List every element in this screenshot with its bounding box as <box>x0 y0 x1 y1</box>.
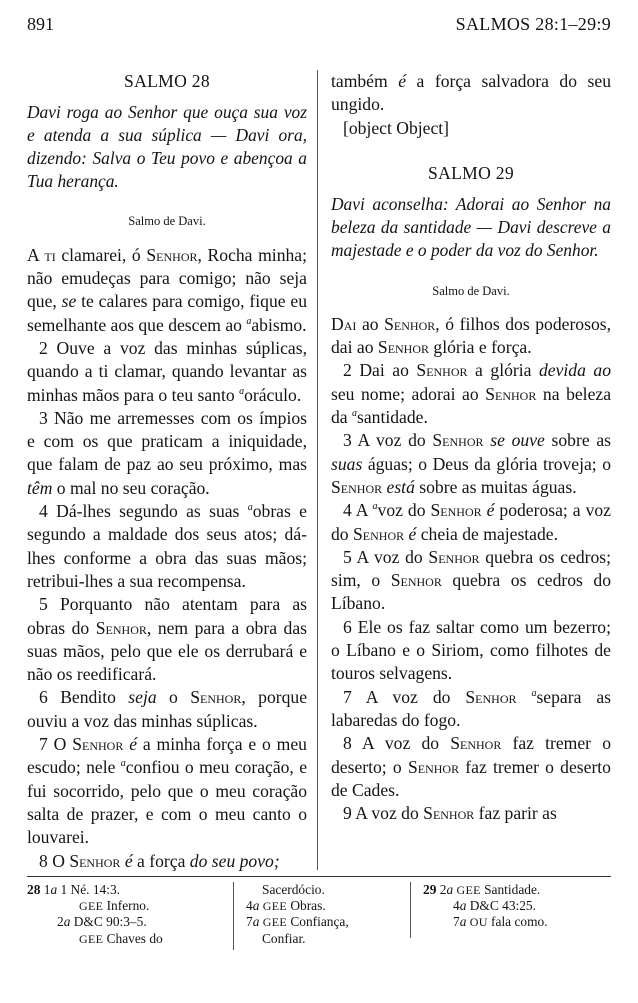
footnote-link[interactable]: D&C 43:25. <box>466 898 536 914</box>
psalm-attribution: Salmo de Davi. <box>128 214 206 229</box>
page-number: 891 <box>27 14 54 34</box>
footnote-link[interactable]: fala como. <box>487 914 548 930</box>
footnote-marker[interactable]: a <box>239 385 245 397</box>
left-column <box>27 70 307 873</box>
verse-6: 6 Bendito seja o Senhor, porque ouviu a voz das minhas súplicas. <box>27 687 308 731</box>
verse-9: 9 A voz do Senhor faz parir as <box>343 803 557 824</box>
footnote-link[interactable]: Confiança, <box>287 914 349 930</box>
footnote-line: 29 2a GEE Santidade. <box>423 882 541 897</box>
footnote-link[interactable]: Obras. <box>287 898 326 914</box>
verse-3: 3 A voz do Senhor se ouve sobre as suas águas; o Deus da glória troveja; o Senhor está sobre as muitas águas. <box>331 430 611 497</box>
footnote-marker[interactable]: a <box>120 758 126 770</box>
verse-5: 5 A voz do Senhor quebra os cedros; sim, o Senhor quebra os cedros do Líbano. <box>331 546 612 614</box>
verse-7: 7 A voz do Senhor $^a$separa as labaredas do fogo. <box>331 686 611 730</box>
footnote-link[interactable]: Santidade. <box>480 882 541 897</box>
psalm-title: SALMO 28 <box>124 71 210 91</box>
footnote-marker[interactable]: a <box>246 315 252 327</box>
verse-8-continued: também é a força salvadora do seu ungido. <box>331 71 611 115</box>
verse-8: 8 O Senhor é a força do seu povo; <box>39 850 280 871</box>
verse-7: 7 O Senhor é a minha força e o meu escudo; nele $^a$confiou o meu coração, e fui socorrido, pelo que o meu coração salta de prazer, e com o meu canto o louvarei. <box>27 734 308 848</box>
verse-3: 3 Não me arremesses com os ímpios e com os que praticam a iniquidade, que falam de paz ao seu próximo, mas têm o mal no seu coração. <box>27 407 307 498</box>
footnote-line: 7a GEE Confiança, <box>246 914 349 930</box>
footnotes <box>27 882 611 952</box>
footnote-marker[interactable]: a <box>247 502 253 514</box>
verse-9: [object Object] <box>343 117 450 138</box>
footnote-line <box>246 882 421 898</box>
verse-1: Dai ao Senhor, ó filhos dos poderosos, dai ao Senhor glória e força. <box>331 313 611 358</box>
footnote-column-1 <box>27 882 217 947</box>
right-column <box>331 70 611 825</box>
footnote-line: 7a OU fala como. <box>453 914 548 930</box>
footnote-column-3 <box>410 882 623 938</box>
footnote-line: GEE Chaves do <box>79 930 163 946</box>
footnote-marker[interactable]: a <box>372 501 378 513</box>
verse-2: 2 Ouve a voz das minhas súplicas, quando a ti clamar, quando levantar as minhas mãos para o teu santo $^a$oráculo. <box>27 337 307 405</box>
page-header <box>27 14 611 40</box>
footnote-link[interactable]: 1 Né. 14:3. <box>57 882 121 897</box>
column-divider <box>317 70 318 870</box>
footnote-line: 4a GEE Obras. <box>246 898 326 914</box>
verse-1: A ti clamarei, ó Senhor, Rocha minha; não emudeças para comigo; não seja que, se te calares para comigo, fique eu semelhante aos que descem ao $^a$abismo. <box>27 244 307 335</box>
footnote-line: 28 1a 1 Né. 14:3. <box>27 882 121 897</box>
footnote-line <box>246 931 421 947</box>
footnote-link[interactable]: Inferno. <box>103 898 150 914</box>
verse-2: 2 Dai ao Senhor a glória devida ao seu nome; adorai ao Senhor na beleza da $^a$santidade. <box>331 360 612 428</box>
verse-4: 4 Dá-lhes segundo as suas $^a$obras e segundo a maldade dos seus atos; dá-lhes conforme a obra das suas mãos; retribui-lhes a sua recompensa. <box>27 501 307 591</box>
footnote-line: GEE Inferno. <box>79 898 150 914</box>
footnote-column-2 <box>233 882 421 950</box>
psalm-title: SALMO 29 <box>428 162 514 183</box>
footnote-line: 2a D&C 90:3–5. <box>57 914 147 930</box>
footnote-link[interactable]: Confiar. <box>262 930 306 946</box>
psalm-attribution: Salmo de Davi. <box>432 283 510 298</box>
running-title: SALMOS 28:1–29:9 <box>455 14 611 34</box>
footnote-line: 4a D&C 43:25. <box>453 898 536 914</box>
verse-5: 5 Porquanto não atentam para as obras do Senhor, nem para a obra das suas mãos, pelo que ele os derrubará e não os reedificará. <box>27 594 308 685</box>
verse-8: 8 A voz do Senhor faz tremer o deserto; o Senhor faz tremer o deserto de Cades. <box>331 733 611 800</box>
footnote-link[interactable]: Chaves do <box>103 930 163 946</box>
verse-6: 6 Ele os faz saltar como um bezerro; o Líbano e o Siriom, como filhotes de touros selvagens. <box>331 616 611 684</box>
footnote-marker[interactable]: a <box>531 687 537 699</box>
verse-4: 4 A $^a$voz do Senhor é poderosa; a voz do Senhor é cheia de majestade. <box>331 500 611 544</box>
footnote-link[interactable]: D&C 90:3–5. <box>70 914 147 930</box>
chapter-summary: Davi roga ao Senhor que ouça sua voz e atenda a sua súplica — Davi ora, dizendo: Salva o Teu povo e abençoa a Tua herança. <box>27 102 307 191</box>
footnote-divider <box>27 876 611 877</box>
chapter-summary: Davi aconselha: Adorai ao Senhor na beleza da santidade — Davi descreve a majestade e o poder da voz do Senhor. <box>331 194 611 260</box>
footnote-marker[interactable]: a <box>352 408 358 420</box>
footnote-link[interactable]: Sacerdócio. <box>262 882 325 897</box>
